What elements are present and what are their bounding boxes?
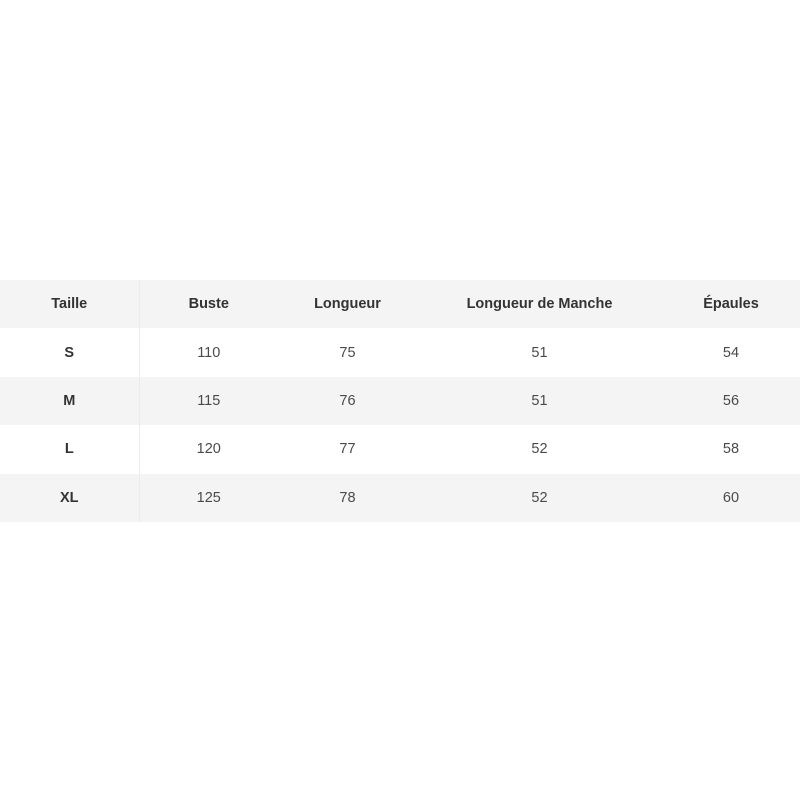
sleeve-length-cell: 51: [531, 344, 548, 361]
length-cell: 78: [339, 489, 356, 506]
shoulders-cell: 56: [722, 392, 740, 409]
header-bust: Buste: [188, 296, 229, 313]
header-size: Taille: [0, 280, 139, 328]
sleeve-length-cell: 52: [531, 441, 548, 458]
header-length: Longueur: [314, 296, 381, 313]
length-cell: 77: [339, 441, 356, 458]
length-cell: 75: [339, 344, 356, 361]
size-cell: S: [0, 328, 139, 376]
size-cell: M: [0, 377, 139, 425]
size-chart-table: [0, 280, 800, 522]
sleeve-length-cell: 52: [531, 489, 548, 506]
shoulders-cell: 54: [722, 344, 740, 361]
bust-cell: 125: [196, 489, 221, 506]
size-cell: XL: [0, 474, 139, 522]
table-row: [0, 474, 800, 522]
header-sleeve-length: Longueur de Manche: [466, 296, 613, 313]
table-row: [0, 328, 800, 376]
shoulders-cell: 58: [722, 441, 740, 458]
size-cell: L: [0, 425, 139, 473]
bust-cell: 115: [197, 392, 221, 409]
header-shoulders: Épaules: [703, 296, 759, 313]
table-row: [0, 425, 800, 473]
shoulders-cell: 60: [722, 489, 740, 506]
table-header-row: [0, 280, 800, 328]
bust-cell: 120: [196, 441, 221, 458]
bust-cell: 110: [197, 344, 221, 361]
table-row: [0, 377, 800, 425]
sleeve-length-cell: 51: [531, 392, 548, 409]
length-cell: 76: [339, 392, 356, 409]
